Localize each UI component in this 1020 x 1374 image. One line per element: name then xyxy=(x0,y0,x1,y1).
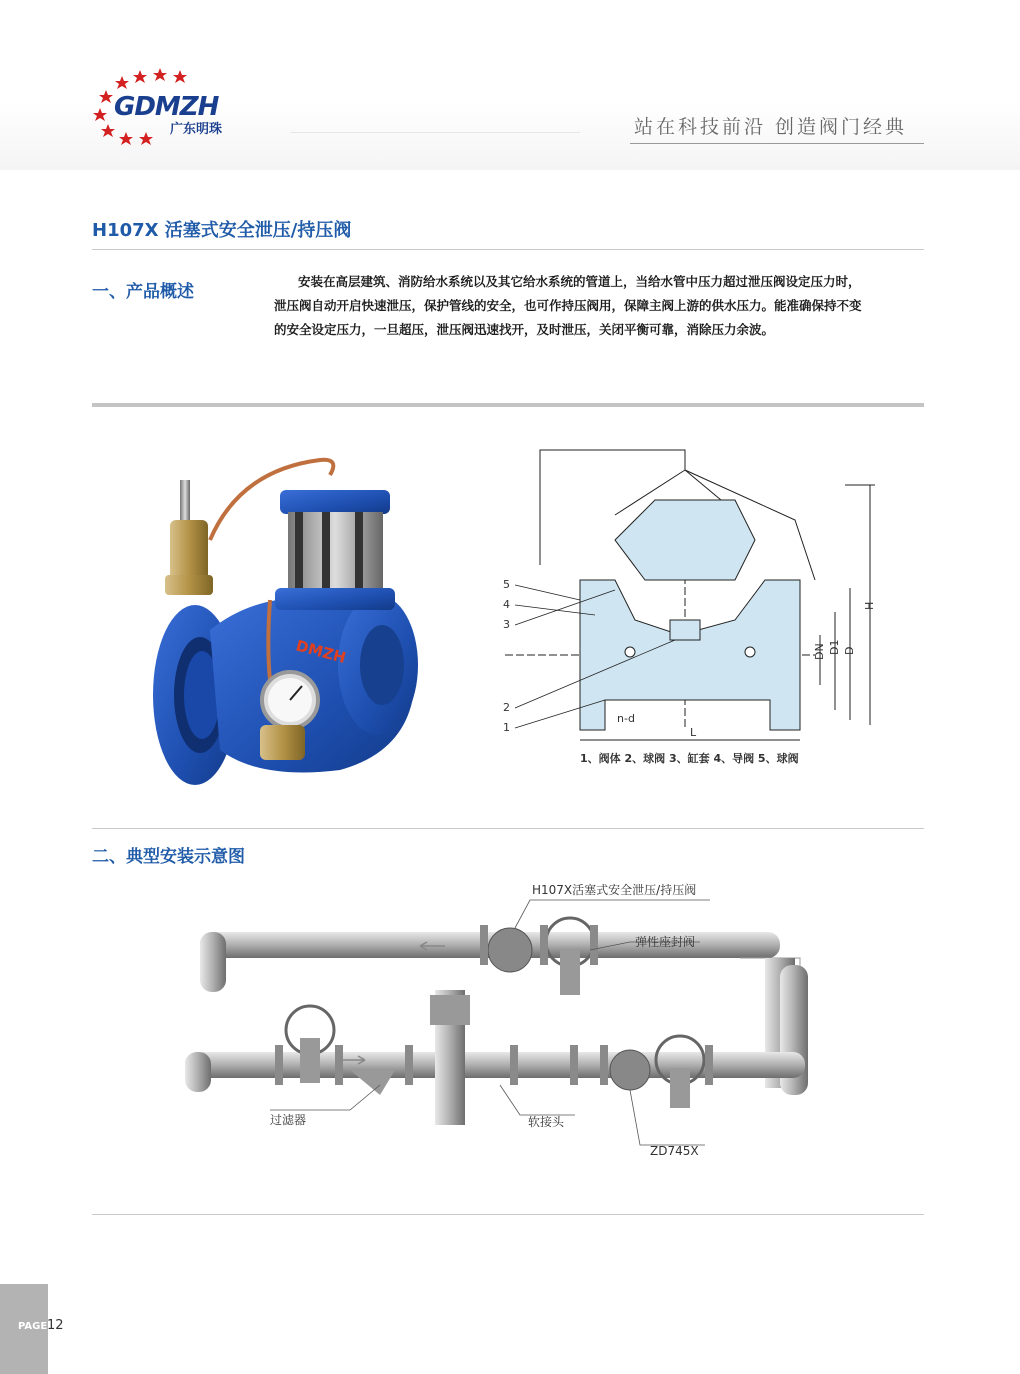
dim-d: D xyxy=(843,646,856,655)
installation-diagram xyxy=(180,870,920,1170)
logo-wordmark: GDMZH xyxy=(114,92,219,122)
drawing-legend: 1、阀体 2、球阀 3、缸套 4、导阀 5、球阀 xyxy=(580,752,799,765)
slogan: 站在科技前沿 创造阀门经典 xyxy=(634,116,908,138)
section-divider-thick xyxy=(92,403,924,407)
overview-line-1: 安装在高层建筑、消防给水系统以及其它给水系统的管道上，当给水管中压力超过泄压阀设定压力时， xyxy=(298,274,861,289)
overview-text xyxy=(274,270,914,342)
valve-badge: DMZH xyxy=(293,636,348,668)
page-number: 12 xyxy=(47,1318,64,1333)
header-divider xyxy=(290,132,580,133)
dim-dn: DN xyxy=(813,643,826,660)
title-divider xyxy=(92,249,924,250)
overview-line-2: 泄压阀自动开启快速泄压，保护管线的安全，也可作持压阀用，保障主阀上游的供水压力。能准确保持不变 xyxy=(274,298,862,313)
footer-divider xyxy=(92,1214,924,1215)
overview-line-3: 的安全设定压力，一旦超压，泄压阀迅速找开，及时泄压，关闭平衡可靠，消除压力余波。 xyxy=(274,322,775,337)
dim-nd: n-d xyxy=(617,712,635,725)
section-divider xyxy=(92,828,924,829)
valve-product-image xyxy=(150,450,440,790)
slogan-underline xyxy=(630,143,924,144)
callout-5: 5 xyxy=(503,578,510,591)
callout-3: 3 xyxy=(503,618,510,631)
label-main-valve: H107X活塞式安全泄压/持压阀 xyxy=(532,883,697,897)
label-check-valve: ZD745X xyxy=(650,1144,699,1158)
label-hose: 软接头 xyxy=(528,1115,565,1129)
dim-h: H xyxy=(863,601,876,610)
section-heading-overview: 一、产品概述 xyxy=(92,282,194,302)
dim-l: L xyxy=(690,726,697,739)
logo-chinese-name: 广东明珠 xyxy=(170,122,223,137)
label-filter: 过滤器 xyxy=(270,1113,307,1127)
callout-4: 4 xyxy=(503,598,510,611)
product-title: H107X 活塞式安全泄压/持压阀 xyxy=(92,220,352,241)
dim-d1: D1 xyxy=(828,639,841,655)
callout-1: 1 xyxy=(503,721,510,734)
label-seal-valve: 弹性座封阀 xyxy=(635,935,696,949)
callout-2: 2 xyxy=(503,701,510,714)
technical-drawing xyxy=(495,440,895,780)
section-heading-installation: 二、典型安装示意图 xyxy=(92,847,245,867)
page-label: PAGE xyxy=(18,1321,48,1332)
